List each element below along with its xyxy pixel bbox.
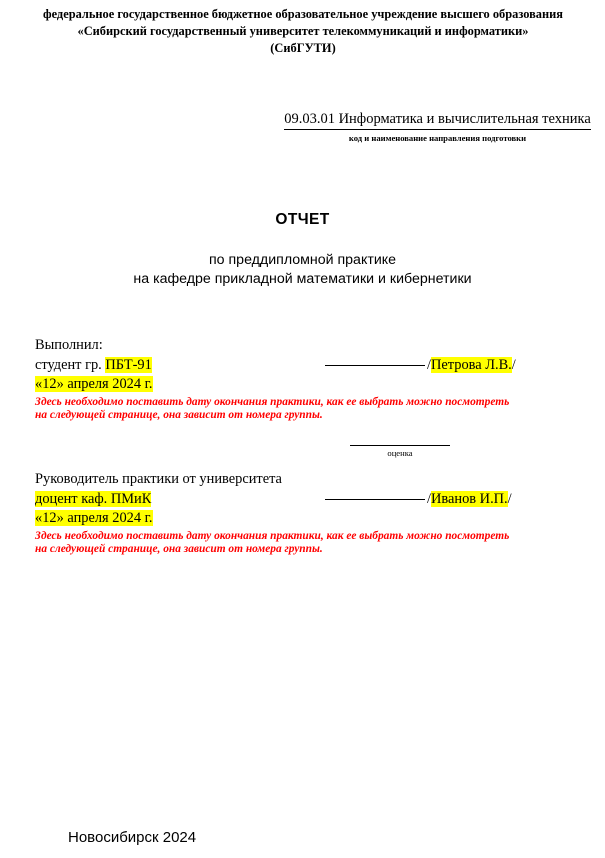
student-signature-area bbox=[325, 356, 516, 376]
page-subtitle-line-1: по преддипломной практике bbox=[208, 252, 396, 268]
specialty-caption: код и наименование направления подготовки bbox=[348, 133, 527, 143]
student-group-prefix: студент гр. bbox=[35, 356, 106, 373]
student-date-note-line-1: Здесь необходимо поставить дату окончания практики, как ее выбрать можно посмотреть bbox=[35, 395, 510, 408]
supervisor-date-value: «12» апреля 2024 г. bbox=[35, 510, 153, 526]
student-signature-name: Петрова Л.В. bbox=[431, 356, 512, 373]
specialty-block bbox=[275, 110, 600, 144]
supervisor-date-row bbox=[35, 509, 595, 529]
grade-input-line[interactable] bbox=[350, 444, 450, 446]
supervisor-signature-line[interactable] bbox=[325, 499, 425, 500]
supervisor-date-note-line-1: Здесь необходимо поставить дату окончания практики, как ее выбрать можно посмотреть bbox=[35, 529, 510, 542]
supervisor-date-note bbox=[35, 530, 591, 557]
org-header-line-3: (СибГУТИ) bbox=[270, 41, 336, 55]
specialty-code-and-name: 09.03.01 Информатика и вычислительная техника bbox=[284, 111, 591, 130]
student-date-note-line-2: на следующей странице, она зависит от номера группы. bbox=[35, 409, 323, 422]
student-role-label: Выполнил: bbox=[35, 337, 103, 353]
student-signature-slash-close: / bbox=[511, 356, 516, 373]
student-signature-block bbox=[35, 336, 595, 423]
student-group-value: ПБТ-91 bbox=[105, 356, 152, 373]
page-subtitle-line-2: на кафедре прикладной математики и кибернетики bbox=[133, 271, 472, 287]
student-signature-slash-open: / bbox=[427, 356, 431, 373]
supervisor-signature-block bbox=[35, 470, 595, 557]
org-header-line-2: «Сибирский государственный университет телекоммуникаций и информатики» bbox=[77, 24, 529, 38]
student-group-row bbox=[35, 356, 595, 376]
student-role-row bbox=[35, 336, 595, 356]
grade-block bbox=[345, 444, 455, 459]
student-signature-line[interactable] bbox=[325, 365, 425, 366]
supervisor-date-note-line-2: на следующей странице, она зависит от номера группы. bbox=[35, 543, 323, 556]
supervisor-signature-name: Иванов И.П. bbox=[431, 490, 508, 507]
supervisor-role-label: Руководитель практики от университета bbox=[35, 471, 282, 487]
page-subtitle bbox=[0, 251, 605, 289]
supervisor-position-row bbox=[35, 490, 595, 510]
supervisor-signature-slash-close: / bbox=[507, 490, 512, 507]
organization-header bbox=[18, 6, 588, 57]
student-date-row bbox=[35, 375, 595, 395]
supervisor-signature-slash-open: / bbox=[427, 490, 431, 507]
student-date-value: «12» апреля 2024 г. bbox=[35, 376, 153, 392]
supervisor-position-value: доцент каф. ПМиК bbox=[35, 490, 152, 507]
supervisor-signature-area bbox=[325, 490, 512, 510]
page-title: ОТЧЕТ bbox=[275, 211, 330, 228]
footer-city-year: Новосибирск 2024 bbox=[68, 829, 197, 846]
org-header-line-1: федеральное государственное бюджетное образовательное учреждение высшего образования bbox=[43, 7, 563, 21]
supervisor-role-row bbox=[35, 470, 595, 490]
student-date-note bbox=[35, 396, 591, 423]
grade-caption: оценка bbox=[387, 448, 413, 458]
